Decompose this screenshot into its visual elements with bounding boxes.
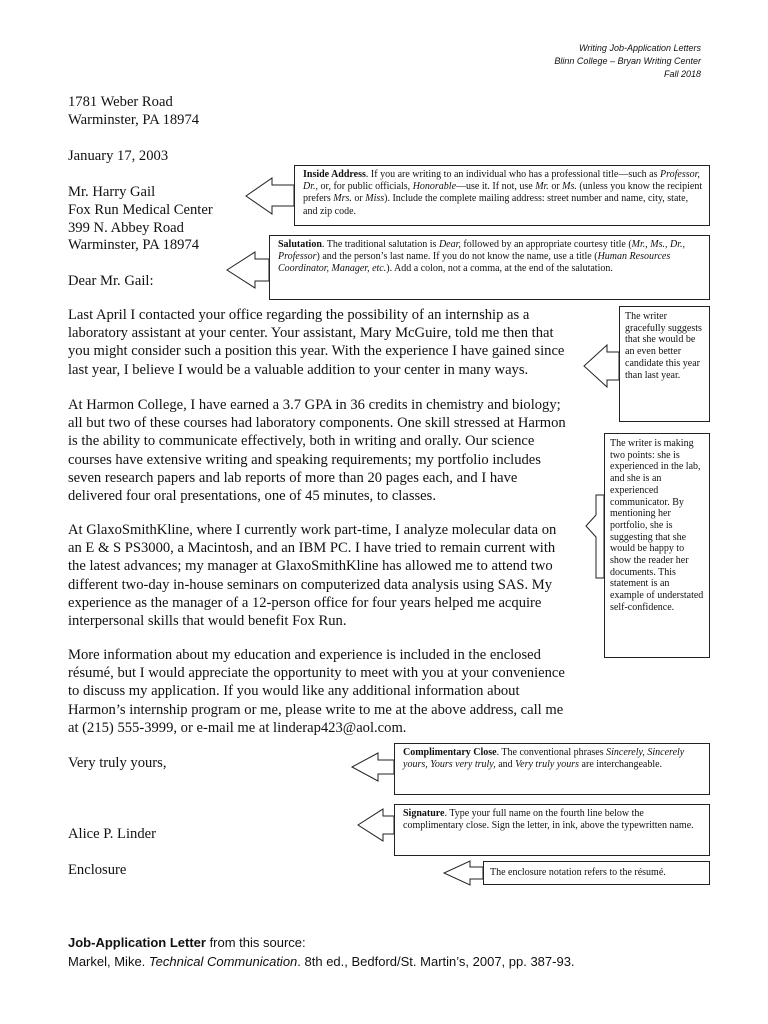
body-paragraph-1: Last April I contacted your office regarding the possibility of an internship as a laboratory assistant at your center. Your assistant, Mary McGuire, told me then that you might consider such a position this year. With the experience I have gained since last year, I believe I would be a valuable addition to your center in many ways. <box>68 307 565 378</box>
citation-rest: . 8th ed., Bedford/St. Martin’s, 2007, pp. 387-93. <box>297 954 575 969</box>
return-address-street: 1781 Weber Road <box>68 94 173 110</box>
side-note-2-arrow <box>586 495 604 578</box>
citation-title: Technical Communication <box>148 954 298 969</box>
enclosure-notation: Enclosure <box>68 862 127 878</box>
enclosure-arrow <box>444 861 483 885</box>
complimentary-close: Very truly yours, <box>68 755 167 771</box>
enclosure-callout: The enclosure notation refers to the résumé. <box>483 861 710 885</box>
inside-address-city: Warminster, PA 18974 <box>68 237 200 253</box>
complimentary-close-callout-text: . The conventional phrases Sincerely, Sincerely yours, Yours very truly, and Very truly yours are interchangeable. <box>403 747 685 771</box>
inside-address-street: 399 N. Abbey Road <box>68 220 184 236</box>
side-note-1: The writer gracefully suggests that she would be an even better candidate this year than last year. <box>619 306 710 422</box>
inside-address-callout-text: . If you are writing to an individual who has a professional title—such as Professor, Dr., or, for public officials, Honorable—use it. If not, use Mr. or Ms. (unless you know the recipient prefers Mrs. or Miss). Include the complete mailing address: street number and name, city, state, and zip code. <box>303 169 703 217</box>
inside-address-arrow <box>246 178 294 214</box>
body-paragraph-3: At GlaxoSmithKline, where I currently work part-time, I analyze molecular data on an E & S PS3000, a Macintosh, and an IBM PC. I have tried to remain current with the latest advances; my manager at GlaxoSmithKline has allowed me to attend two different two-day in-house seminars on computerized data analysis using SAS. My experience as the manager of a 12-person office for four years helped me acquire interpersonal skills that would benefit Fox Run. <box>68 522 557 630</box>
source-citation <box>68 952 575 971</box>
salutation-arrow <box>227 252 269 288</box>
inside-address-callout <box>294 165 710 226</box>
signature-name: Alice P. Linder <box>68 826 156 842</box>
side-note-1-arrow <box>584 345 619 387</box>
source-label <box>68 933 306 952</box>
inside-address-name: Mr. Harry Gail <box>68 184 156 200</box>
complimentary-close-callout <box>394 743 710 795</box>
inside-address-company: Fox Run Medical Center <box>68 202 213 218</box>
salutation-callout <box>269 235 710 300</box>
body-paragraph-4: More information about my education and experience is included in the enclosed résumé, but I would appreciate the opportunity to meet with you at your convenience to discuss my application. If you would like any additional information about Harmon’s internship program or me, please write to me at the above address, call me at (215) 555-3999, or e-mail me at linderap423@aol.com. <box>68 647 565 736</box>
letter-date: January 17, 2003 <box>68 148 169 164</box>
source-label-rest: from this source: <box>205 935 306 950</box>
header-title: Writing Job-Application Letters <box>578 43 701 53</box>
return-address-city: Warminster, PA 18974 <box>68 112 200 128</box>
signature-arrow <box>358 809 394 841</box>
signature-callout-title: Signature <box>403 808 445 819</box>
header-institution: Blinn College – Bryan Writing Center <box>554 56 701 66</box>
complimentary-close-callout-title: Complimentary Close <box>403 747 497 758</box>
body-paragraph-2: At Harmon College, I have earned a 3.7 GPA in 36 credits in chemistry and biology; all but two of these courses had laboratory components. One skill stressed at Harmon is the ability to communicate effectively, both in writing and orally. Our science courses have extensive writing and speaking requirements; my portfolio includes seven research papers and lab reports of more than 20 pages each, and I have delivered four oral presentations, one of 45 minutes, to classes. <box>68 397 566 505</box>
salutation: Dear Mr. Gail: <box>68 273 154 289</box>
salutation-callout-text: . The traditional salutation is Dear, followed by an appropriate courtesy title (Mr., Ms., Dr., Professor) and the person’s last name. If you do not know the name, use a title (Human Resources Coordinator, Manager, etc.). Add a colon, not a comma, at the end of the salutation. <box>278 239 686 275</box>
source-label-bold: Job-Application Letter <box>68 935 206 950</box>
citation-author: Markel, Mike. <box>68 954 149 969</box>
signature-callout <box>394 804 710 856</box>
header-term: Fall 2018 <box>663 69 701 79</box>
complimentary-close-arrow <box>352 753 394 781</box>
inside-address-callout-title: Inside Address <box>303 169 366 180</box>
side-note-2: The writer is making two points: she is experienced in the lab, and she is an experienced communicator. By mentioning her portfolio, she is suggesting that she would be happy to show the reader her documents. This statement is an example of understated self-confidence. <box>604 433 710 658</box>
salutation-callout-title: Salutation <box>278 239 322 250</box>
signature-callout-text: . Type your full name on the fourth line below the complimentary close. Sign the letter, in ink, above the typewritten name. <box>403 808 694 832</box>
